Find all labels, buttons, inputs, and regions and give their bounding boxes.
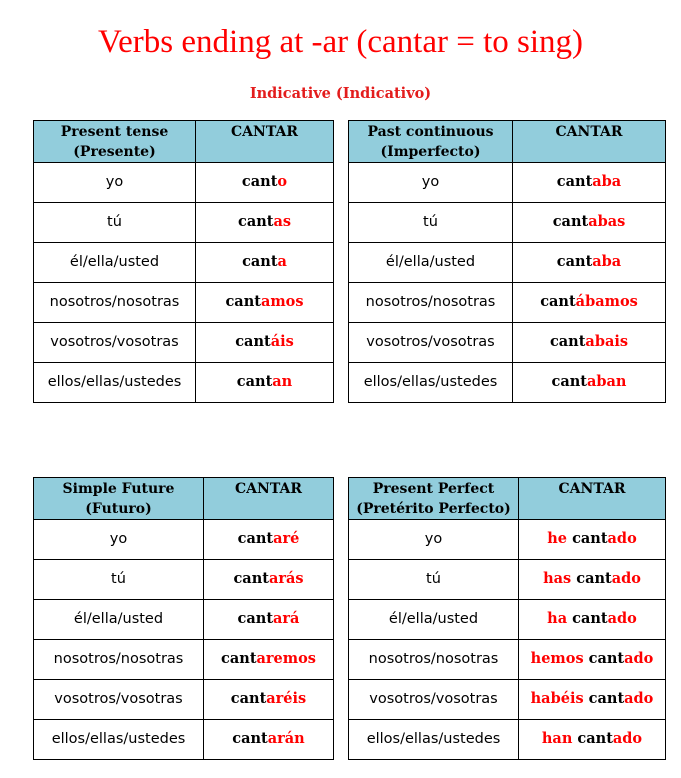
verb-ending: aba: [592, 173, 622, 190]
table-row: [34, 640, 334, 680]
table-row: [34, 163, 334, 203]
table-row: [34, 600, 334, 640]
table-row: [349, 283, 666, 323]
verb-form-cell: [196, 283, 334, 323]
verb-ending: ado: [624, 650, 654, 667]
table-row: [34, 203, 334, 243]
verb-form-cell: [519, 680, 666, 720]
verb-stem: cant: [225, 293, 261, 310]
verb-form-cell: [204, 560, 334, 600]
verb-ending: as: [273, 213, 292, 230]
pronoun-cell: él/ella/usted: [34, 600, 204, 640]
verb-stem: cant: [230, 690, 267, 707]
verb-ending: ado: [612, 730, 643, 747]
tense-header: Present Perfect (Pretérito Perfecto): [349, 478, 519, 520]
tense-header: Simple Future (Futuro): [34, 478, 204, 520]
verb-stem: cant: [233, 570, 269, 587]
table-row: [34, 720, 334, 760]
pronoun-cell: yo: [349, 163, 513, 203]
pronoun-cell: vosotros/vosotras: [349, 323, 513, 363]
verb-ending: arán: [267, 730, 305, 747]
pronoun-cell: tú: [349, 560, 519, 600]
verb-form-cell: [513, 323, 666, 363]
table-header-row: [349, 121, 666, 163]
verb-form-cell: [513, 363, 666, 403]
verb-stem: cant: [540, 293, 576, 310]
verb-stem: cant: [588, 690, 625, 707]
verb-ending: an: [272, 373, 293, 390]
verb-ending: has: [543, 570, 577, 587]
verb-ending: habéis: [530, 690, 589, 707]
pronoun-cell: nosotros/nosotras: [349, 640, 519, 680]
verb-ending: hemos: [530, 650, 589, 667]
table-row: [34, 560, 334, 600]
tense-header: Past continuous (Imperfecto): [349, 121, 513, 163]
verb-ending: ado: [624, 690, 654, 707]
verb-ending: ha: [547, 610, 573, 627]
table-header-row: [349, 478, 666, 520]
verb-form-cell: [196, 363, 334, 403]
verb-ending: aremos: [256, 650, 316, 667]
verb-ending: arás: [268, 570, 304, 587]
verb-stem: cant: [572, 610, 608, 627]
verb-ending: áis: [270, 333, 294, 350]
pronoun-cell: ellos/ellas/ustedes: [34, 363, 196, 403]
verb-stem: cant: [577, 730, 613, 747]
verb-form-cell: [513, 163, 666, 203]
table-row: [349, 363, 666, 403]
verb-form-cell: [513, 243, 666, 283]
verb-ending: abas: [588, 213, 626, 230]
table-row: [34, 680, 334, 720]
pronoun-cell: yo: [34, 520, 204, 560]
pronoun-cell: él/ella/usted: [349, 600, 519, 640]
pronoun-cell: tú: [349, 203, 513, 243]
present-perfect-table: [348, 477, 666, 760]
verb-ending: ábamos: [575, 293, 638, 310]
verb-stem: cant: [236, 373, 273, 390]
verb-stem: cant: [588, 650, 625, 667]
verb-stem: cant: [552, 213, 589, 230]
table-row: [349, 640, 666, 680]
verb-ending: aréis: [266, 690, 307, 707]
pronoun-cell: ellos/ellas/ustedes: [349, 720, 519, 760]
verb-form-cell: [196, 203, 334, 243]
table-row: [349, 163, 666, 203]
verb-stem: cant: [242, 253, 278, 270]
verb-ending: he: [547, 530, 573, 547]
verb-header: CANTAR: [519, 478, 666, 520]
verb-stem: cant: [232, 730, 268, 747]
verb-form-cell: [519, 520, 666, 560]
table-row: [349, 680, 666, 720]
verb-header: CANTAR: [196, 121, 334, 163]
verb-form-cell: [513, 283, 666, 323]
table-row: [34, 243, 334, 283]
verb-ending: aré: [273, 530, 300, 547]
table-row: [34, 283, 334, 323]
table-row: [349, 560, 666, 600]
verb-ending: han: [541, 730, 578, 747]
verb-form-cell: [519, 560, 666, 600]
pronoun-cell: nosotros/nosotras: [34, 640, 204, 680]
verb-form-cell: [204, 720, 334, 760]
tense-header: Present tense (Presente): [34, 121, 196, 163]
verb-header: CANTAR: [513, 121, 666, 163]
present-tense-table: [33, 120, 334, 403]
pronoun-cell: vosotros/vosotras: [34, 323, 196, 363]
pronoun-cell: nosotros/nosotras: [34, 283, 196, 323]
table-row: [34, 520, 334, 560]
verb-form-cell: [196, 243, 334, 283]
table-row: [349, 203, 666, 243]
pronoun-cell: yo: [349, 520, 519, 560]
future-tense-table: [33, 477, 334, 760]
pronoun-cell: él/ella/usted: [34, 243, 196, 283]
verb-form-cell: [204, 680, 334, 720]
table-row: [349, 600, 666, 640]
verb-ending: abais: [585, 333, 629, 350]
verb-ending: ará: [273, 610, 300, 627]
verb-ending: aban: [586, 373, 627, 390]
table-header-row: [34, 121, 334, 163]
pronoun-cell: vosotros/vosotras: [349, 680, 519, 720]
pronoun-cell: tú: [34, 203, 196, 243]
verb-stem: cant: [556, 253, 593, 270]
verb-form-cell: [196, 323, 334, 363]
pronoun-cell: ellos/ellas/ustedes: [349, 363, 513, 403]
verb-ending: amos: [260, 293, 304, 310]
pronoun-cell: nosotros/nosotras: [349, 283, 513, 323]
table-row: [349, 520, 666, 560]
page-title: Verbs ending at -ar (cantar = to sing): [97, 24, 584, 60]
table-row: [349, 243, 666, 283]
verb-stem: cant: [576, 570, 612, 587]
verb-form-cell: [196, 163, 334, 203]
pronoun-cell: ellos/ellas/ustedes: [34, 720, 204, 760]
verb-stem: cant: [551, 373, 587, 390]
pronoun-cell: él/ella/usted: [349, 243, 513, 283]
pronoun-cell: vosotros/vosotras: [34, 680, 204, 720]
verb-stem: cant: [556, 173, 593, 190]
verb-stem: cant: [237, 610, 274, 627]
verb-ending: ado: [607, 610, 637, 627]
verb-form-cell: [204, 600, 334, 640]
imperfect-tense-table: [348, 120, 666, 403]
pronoun-cell: tú: [34, 560, 204, 600]
verb-ending: ado: [607, 530, 637, 547]
verb-stem: cant: [237, 213, 274, 230]
table-row: [349, 323, 666, 363]
verb-form-cell: [513, 203, 666, 243]
verb-stem: cant: [549, 333, 586, 350]
verb-form-cell: [204, 520, 334, 560]
verb-stem: cant: [235, 333, 271, 350]
verb-form-cell: [519, 720, 666, 760]
verb-header: CANTAR: [204, 478, 334, 520]
verb-form-cell: [519, 640, 666, 680]
table-row: [349, 720, 666, 760]
verb-ending: aba: [592, 253, 622, 270]
verb-stem: cant: [572, 530, 608, 547]
verb-form-cell: [519, 600, 666, 640]
verb-ending: o: [277, 173, 288, 190]
verb-ending: a: [277, 253, 287, 270]
verb-stem: cant: [221, 650, 257, 667]
table-row: [34, 363, 334, 403]
table-row: [34, 323, 334, 363]
pronoun-cell: yo: [34, 163, 196, 203]
table-header-row: [34, 478, 334, 520]
page-subtitle: Indicative (Indicativo): [249, 85, 432, 102]
verb-stem: cant: [241, 173, 278, 190]
verb-ending: ado: [611, 570, 641, 587]
verb-stem: cant: [237, 530, 274, 547]
verb-form-cell: [204, 640, 334, 680]
